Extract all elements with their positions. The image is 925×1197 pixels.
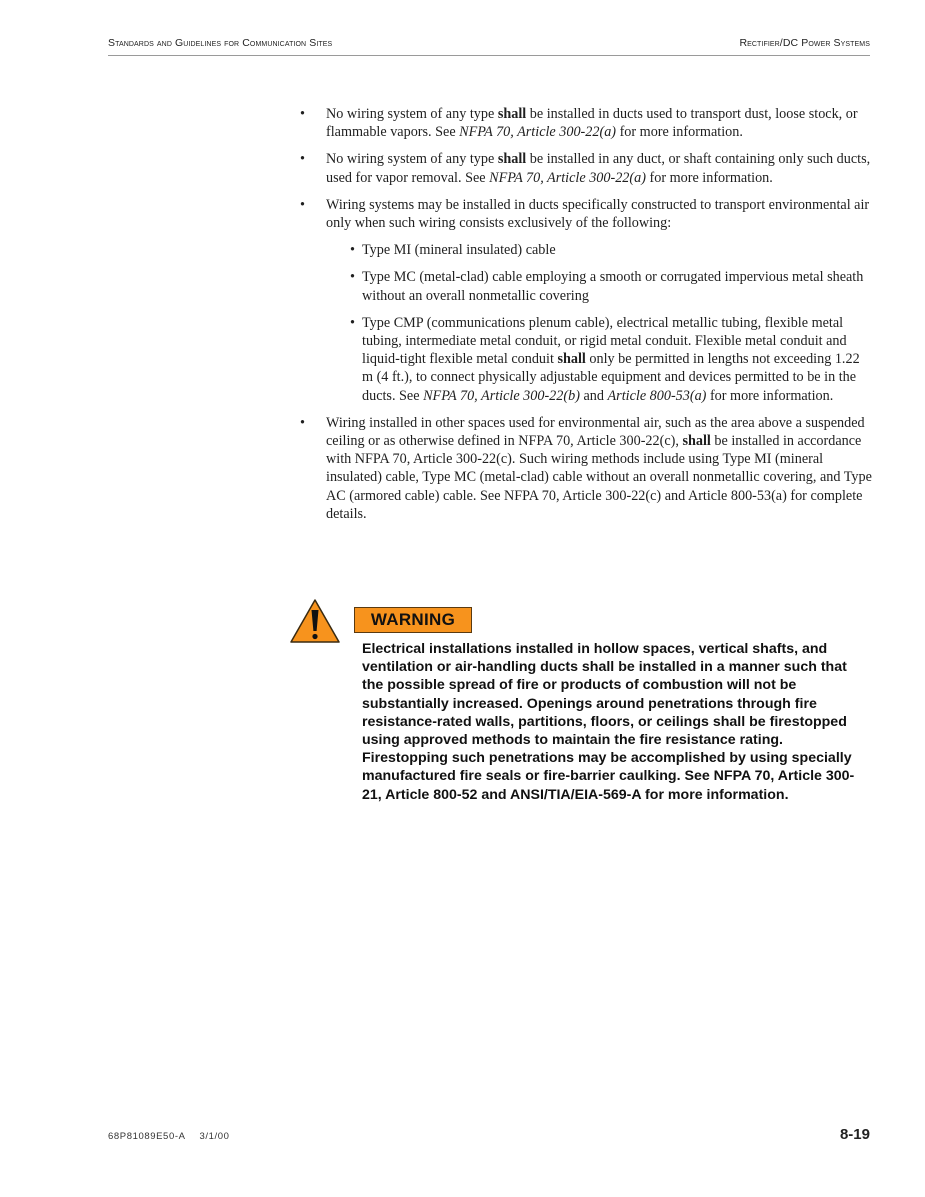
header-title-left: Standards and Guidelines for Communication Sites <box>108 37 333 49</box>
list-item <box>300 150 872 186</box>
emphasis-shall: shall <box>557 351 586 368</box>
citation: NFPA 70, Article 300-22(b) <box>423 387 580 404</box>
citation: NFPA 70, Article 300-22(a) <box>489 169 646 186</box>
bullet-list <box>300 105 872 523</box>
bullet-icon: • <box>300 414 305 431</box>
header-rule <box>108 55 870 56</box>
warning-callout <box>289 598 879 828</box>
page-header <box>108 37 870 51</box>
emphasis-shall: shall <box>682 433 711 450</box>
text-run: Type MC (metal-clad) cable employing a smooth or corrugated impervious metal sheath without an overall nonmetallic covering <box>362 269 864 304</box>
footer-date: 3/1/00 <box>199 1131 230 1142</box>
text-run: No wiring system of any type <box>326 151 498 168</box>
text-run: for more information. <box>616 124 743 141</box>
text-run: be installed in any duct, or shaft containing only such ducts, used for vapor removal. See <box>326 151 871 186</box>
warning-triangle-icon <box>289 598 341 644</box>
sub-bullet-icon: • <box>350 269 355 286</box>
bullet-icon: • <box>300 196 305 213</box>
text-run: No wiring system of any type <box>326 106 498 122</box>
bullet-icon: • <box>300 106 305 122</box>
text-run: Type CMP (communications plenum cable), electrical metallic tubing, flexible metal tubing, intermediate metal conduit, or rigid metal conduit. Flexible metal conduit and liquid-tight flexible metal conduit <box>362 314 847 368</box>
text-run: only be permitted in lengths not exceeding 1.22 m (4 ft.), to connect physically adjustable equipment and devices permitted to be in the ducts. See <box>362 351 860 404</box>
footer-doc-info <box>108 1131 230 1142</box>
warning-label: WARNING <box>354 607 472 633</box>
emphasis-shall: shall <box>497 151 527 168</box>
sub-list-item <box>326 314 872 405</box>
list-item <box>300 196 872 405</box>
text-run: be installed in ducts used to transport dust, loose stock, or flammable vapors. See <box>326 106 858 141</box>
text-run: Wiring systems may be installed in ducts specifically constructed to transport environmental air only when such wiring consists exclusively of the following: <box>326 196 870 232</box>
header-title-right: Rectifier/DC Power Systems <box>739 37 870 49</box>
text-run: Type MI (mineral insulated) cable <box>362 242 556 259</box>
page-number: 8-19 <box>839 1126 870 1143</box>
text-run: be installed in accordance with NFPA 70, Article 300-22(c). Such wiring methods include using Type MI (mineral insulated) cable, Type MC (metal-clad) cable without an overall nonmetallic covering, and Type AC (armored cable) cable. See NFPA 70, Article 300-22(c) and Article 800-53(a) for complete details. <box>326 433 872 522</box>
list-item <box>300 414 872 523</box>
warning-text: Electrical installations installed in hollow spaces, vertical shafts, and ventilation or air-handling ducts shall be installed in a manner such that the possible spread of fire or products of combustion will not be substantially increased. Openings around penetrations through fire resistance-rated walls, partitions, floors, or ceilings shall be firestopped using approved methods to maintain the fire resistance rating. Firestopping such penetrations may be accomplished by using specially manufactured fire seals or fire-barrier caulking. See NFPA 70, Article 300-21, Article 800-52 and ANSI/TIA/EIA-569-A for more information. <box>362 641 855 803</box>
text-run: for more information. <box>645 169 773 186</box>
body-content <box>300 105 872 532</box>
emphasis-shall: shall <box>497 106 527 122</box>
footer-doc-number: 68P81089E50-A <box>108 1131 186 1142</box>
sub-bullet-icon: • <box>350 242 355 259</box>
sub-list <box>326 241 872 405</box>
sub-bullet-icon: • <box>350 314 355 331</box>
text-run: for more information. <box>706 387 834 404</box>
citation: Article 800-53(a) <box>607 387 707 404</box>
text-run: and <box>579 387 608 404</box>
text-run: Wiring installed in other spaces used for environmental air, such as the area above a suspended ceiling or as otherwise defined in NFPA 70, Article 300-22(c), <box>326 414 865 450</box>
list-item <box>300 105 872 141</box>
bullet-icon: • <box>300 151 305 168</box>
citation: NFPA 70, Article 300-22(a) <box>459 124 617 141</box>
sub-list-item <box>326 268 872 304</box>
sub-list-item <box>326 241 872 259</box>
